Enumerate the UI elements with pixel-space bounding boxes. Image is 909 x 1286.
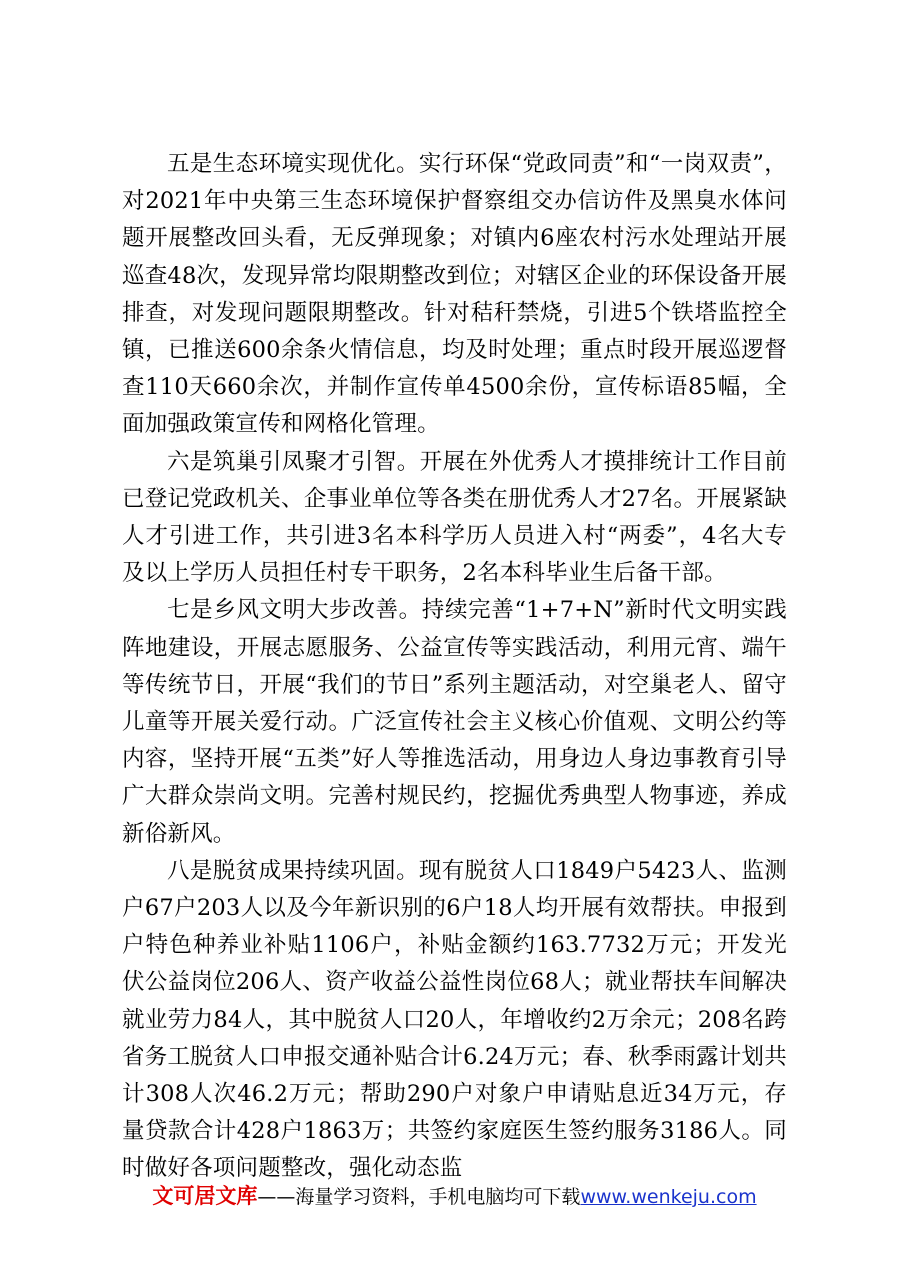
paragraph-talent: 六是筑巢引凤聚才引智。开展在外优秀人才摸排统计工作目前已登记党政机关、企事业单位等各类在册优秀人才27名。开展紧缺人才引进工作，共引进3名本科学历人员进入村“两委”，4名大专及以上学历人员担任村专干职务，2名本科毕业生后备干部。 <box>122 448 787 587</box>
paragraph-ecology: 五是生态环境实现优化。实行环保“党政同责”和“一岗双责”，对2021年中央第三生态环境保护督察组交办信访件及黑臭水体问题开展整改回头看，无反弹现象；对镇内6座农村污水处理站开展巡查48次，发现异常均限期整改到位；对辖区企业的环保设备开展排查，对发现问题限期整改。针对秸秆禁烧，引进5个铁塔监控全镇，已推送600余条火情信息，均及时处理；重点时段开展巡逻督查110天660余次，并制作宣传单4500余份，宣传标语85幅，全面加强政策宣传和网格化管理。 <box>122 151 787 438</box>
footer-banner <box>0 1182 909 1211</box>
brand-name: 文可居文库 <box>152 1184 258 1208</box>
footer-slogan: ——海量学习资料，手机电脑均可下载 <box>257 1186 581 1208</box>
paragraph-civilization: 七是乡风文明大步改善。持续完善“1+7+N”新时代文明实践阵地建设，开展志愿服务、公益宣传等实践活动，利用元宵、端午等传统节日，开展“我们的节日”系列主题活动，对空巢老人、留守儿童等开展关爱行动。广泛宣传社会主义核心价值观、文明公约等内容，坚持开展“五类”好人等推选活动，用身边人身边事教育引导广大群众崇尚文明。完善村规民约，挖掘优秀典型人物事迹，养成新俗新风。 <box>122 597 787 847</box>
paragraph-poverty-relief: 八是脱贫成果持续巩固。现有脱贫人口1849户5423人、监测户67户203人以及今年新识别的6户18人均开展有效帮扶。申报到户特色种养业补贴1106户，补贴金额约163.7732万元；开发光伏公益岗位206人、资产收益公益性岗位68人；就业帮扶车间解决就业劳力84人，其中脱贫人口20人，年增收约2万余元；208名跨省务工脱贫人口申报交通补贴合计6.24万元；春、秋季雨露计划共计308人次46.2万元；帮助290户对象户申请贴息近34万元，存量贷款合计428户1863万；共签约家庭医生签约服务3186人。同时做好各项问题整改，强化动态监 <box>122 857 787 1182</box>
document-body <box>122 146 787 1188</box>
website-link[interactable]: www.wenkeju.com <box>580 1186 757 1208</box>
